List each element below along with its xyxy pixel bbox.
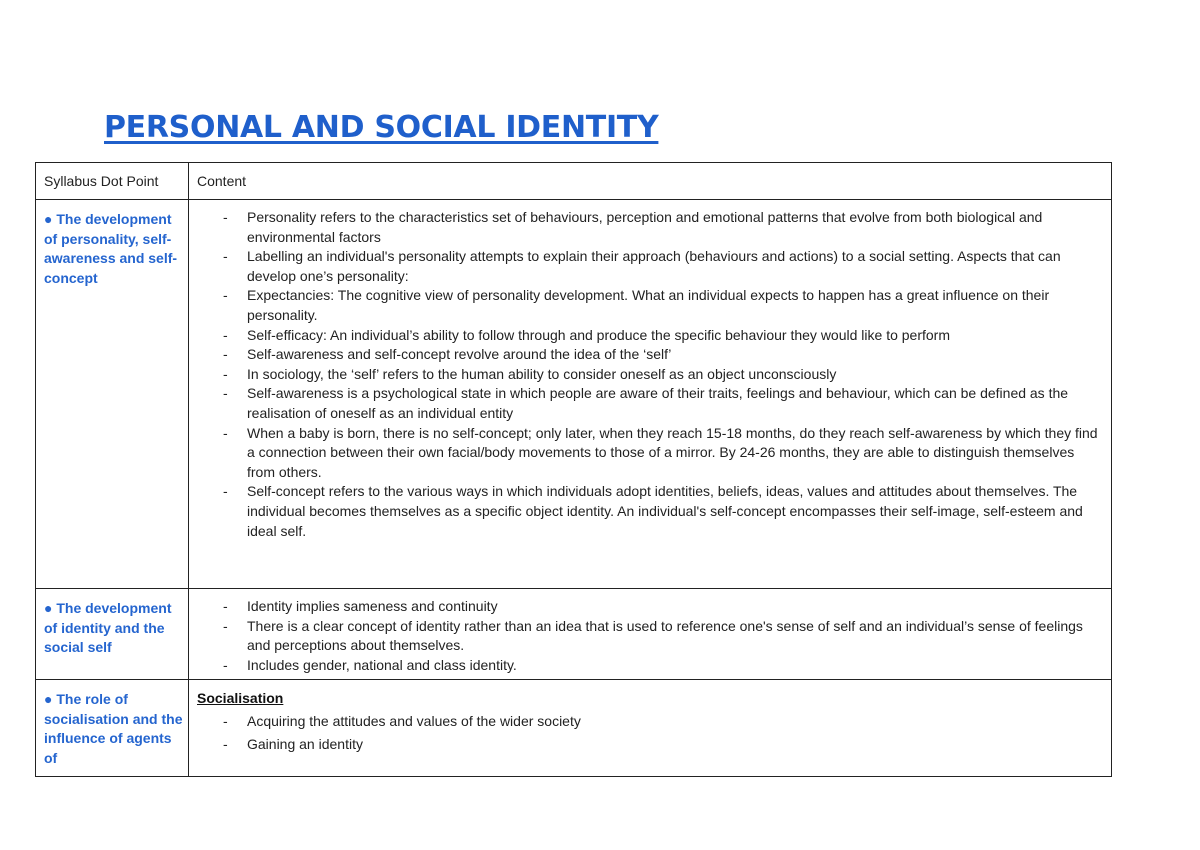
list-item: - In sociology, the ‘self’ refers to the human ability to consider oneself as an object unconsciously (189, 365, 1105, 385)
content-cell (189, 589, 1112, 680)
content-cell (189, 680, 1112, 777)
list-item: - Self-concept refers to the various ways in which individuals adopt identities, beliefs, ideas, values and attitudes about themselves. The individual becomes themselves as a specific object identity. An individual's self-concept encompasses their self-image, self-esteem and ideal self. (189, 482, 1105, 541)
dot-point-cell (36, 200, 189, 589)
header-cell-content (189, 163, 1112, 200)
table-header-row (36, 163, 1112, 200)
dot-point-cell (36, 589, 189, 680)
section-subheading: Socialisation (197, 690, 284, 706)
list-item: - Includes gender, national and class identity. (189, 656, 1105, 676)
header-content-label: Content (197, 173, 247, 189)
page-title: PERSONAL AND SOCIAL IDENTITY (104, 110, 659, 145)
dot-point-text: ● The development of identity and the social self (44, 600, 172, 656)
list-item: - Personality refers to the characteristics set of behaviours, perception and emotional patterns that evolve from both biological and environmental factors (189, 208, 1105, 247)
list-item: - Labelling an individual's personality attempts to explain their approach (behaviours and actions) to a social setting. Aspects that can develop one’s personality: (189, 247, 1105, 286)
table-row (36, 200, 1112, 589)
list-item: - Self-awareness is a psychological state in which people are aware of their traits, feelings and behaviour, which can be defined as the realisation of oneself as an individual entity (189, 384, 1105, 423)
list-item: - Acquiring the attitudes and values of the wider society (189, 710, 1105, 733)
content-cell (189, 200, 1112, 589)
header-dot-point-label: Syllabus Dot Point (44, 173, 159, 189)
list-item: - Expectancies: The cognitive view of personality development. What an individual expects to happen has a great influence on their personality. (189, 286, 1105, 325)
list-item: - Identity implies sameness and continuity (189, 597, 1105, 617)
dot-point-cell (36, 680, 189, 777)
syllabus-table (35, 162, 1112, 777)
content-list (189, 589, 1111, 677)
list-item: - When a baby is born, there is no self-concept; only later, when they reach 15-18 months, do they reach self-awareness by which they find a connection between their own facial/body movements to those of a mirror. By 24-26 months, they are able to distinguish themselves from others. (189, 424, 1105, 483)
content-list (189, 708, 1111, 758)
dot-point-text: ● The role of socialisation and the influence of agents of (44, 691, 183, 766)
content-list (189, 200, 1111, 543)
list-item: - There is a clear concept of identity rather than an idea that is used to reference one's sense of self and an individual’s sense of feelings and perceptions about themselves. (189, 617, 1105, 656)
list-item: - Gaining an identity (189, 733, 1105, 756)
dot-point-text: ● The development of personality, self-awareness and self-concept (44, 211, 178, 286)
table-row (36, 589, 1112, 680)
list-item: - Self-awareness and self-concept revolve around the idea of the ‘self’ (189, 345, 1105, 365)
list-item: - Self-efficacy: An individual’s ability to follow through and produce the specific behaviour they would like to perform (189, 326, 1105, 346)
table-row (36, 680, 1112, 777)
header-cell-dot-point (36, 163, 189, 200)
